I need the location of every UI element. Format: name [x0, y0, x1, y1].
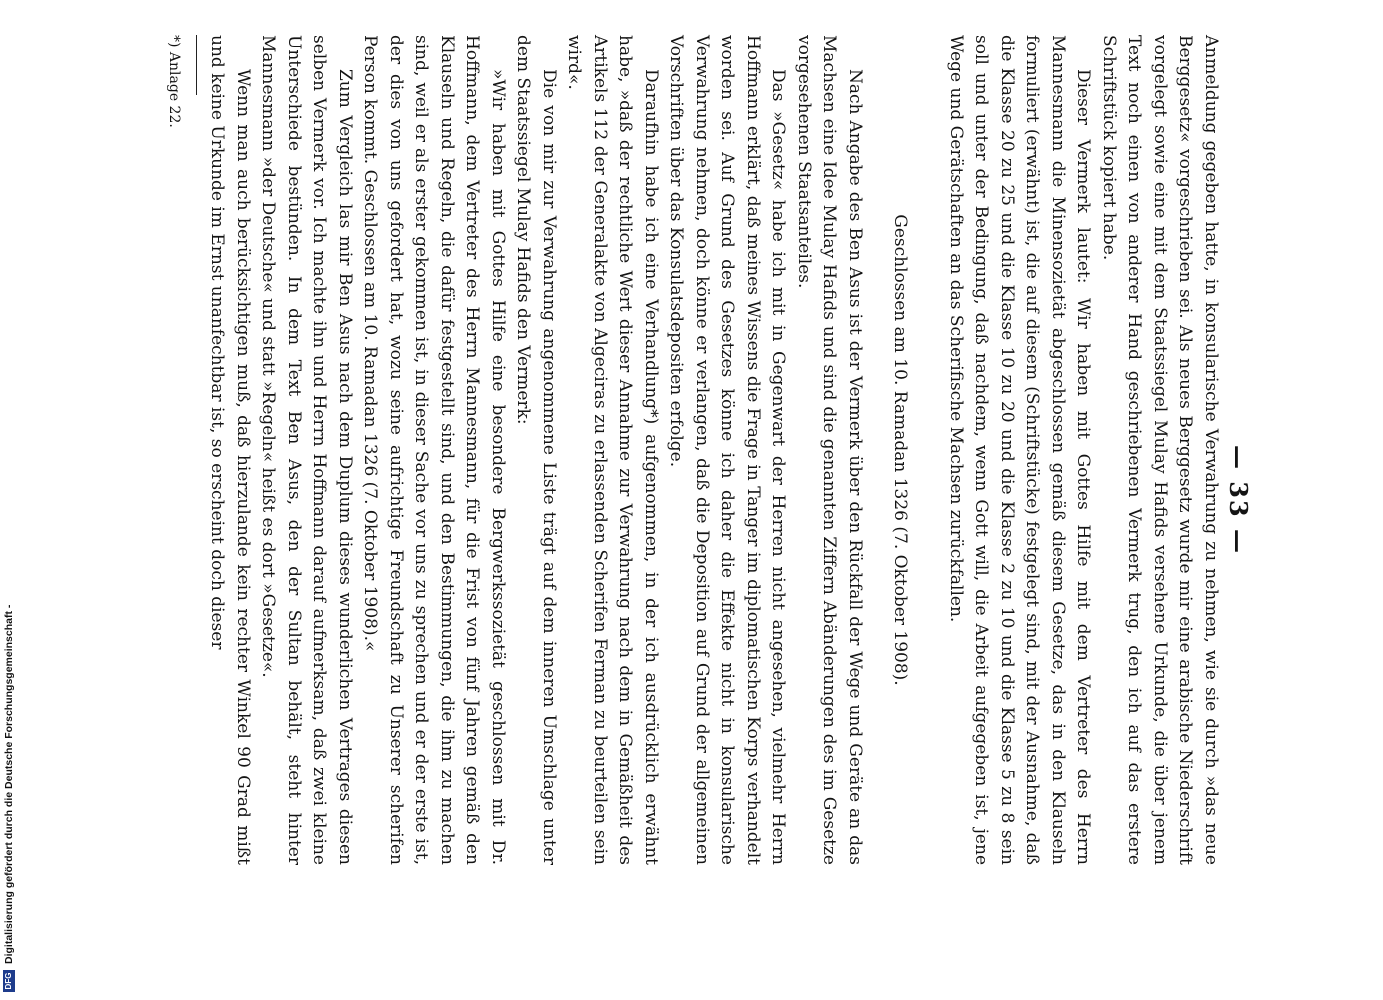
- footnote: *) Anlage 22.: [166, 35, 182, 128]
- paragraph: Daraufhin habe ich eine Verhandlung*) aufgenommen, in der ich ausdrücklich erwähnt habe, »daß der rechtliche Wert dieser Annahme zur Verwahrung nach dem in Gemäßheit des Artikels 112 der Generalakte von Algeciras zu erlassenden Scherifen Ferman zu beurteilen sein wird«.: [564, 35, 661, 865]
- paragraph: »Wir haben mit Gottes Hilfe eine besondere Bergwerkssozietät geschlossen mit Dr. Hoffmann, dem Vertreter des Herrn Mannesmann, für die Frist von fünf Jahren gemäß den Klauseln und Regeln, die dafür festgestellt sind, und den Bestimmungen, die ihm zu machen sind, weil er als erster gekommen ist, in dieser Sache vor uns zu sprechen und er der erste ist, der dies von uns gefordert hat, wozu seine aufrichtige Freundschaft zu Unserer scherifen Person kommt. Geschlossen am 10. Ramadan 1326 (7. Oktober 1908).«: [360, 35, 508, 865]
- paragraph: Anmeldung gegeben hatte, in konsularische Verwahrung zu nehmen, wie sie durch »das neue Berggesetz« vorgeschrieben sei. Als neues Berggesetz wurde mir eine arabische Niederschrift vorgelegt sowie eine mit dem Staatssiegel Mulay Hafids versehene Urkunde, die über jenem Text noch einen von anderer Hand geschriebenen Vermerk trug, den ich auf das erstere Schriftstück kopiert habe.: [1099, 35, 1221, 865]
- digitization-note: [2, 0, 16, 1000]
- paragraph: Nach Angabe des Ben Asus ist der Vermerk über den Rückfall der Wege und Geräte an das Machsen eine Idee Mulay Hafids und sind die genannten Ziffern Abänderungen des im Gesetze vorgesehenen Staatsanteiles.: [794, 35, 865, 865]
- page-number: — 33 —: [1224, 444, 1253, 556]
- paragraph: Die von mir zur Verwahrung angenommene Liste trägt auf dem inneren Umschlage unter dem Staatssiegel Mulay Hafids den Vermerk:: [513, 35, 559, 865]
- date-line: Geschlossen am 10. Ramadan 1326 (7. Oktober 1908).: [890, 214, 911, 686]
- paragraph: Dieser Vermerk lautet: Wir haben mit Gottes Hilfe mit dem Vertreter des Herrn Mannesmann die Minensozietät abgeschlossen gemäß diesem Gesetze, das in den Klauseln formuliert (erwähnt) ist, die auf diesem (Schriftstücke) festgelegt sind, mit der Ausnahme, daß die Klasse 20 zu 25 und die Klasse 10 zu 20 und die Klasse 2 zu 10 und die Klasse 5 zu 8 sein soll und unter der Bedingung, daß nachdem, wenn Gott will, die Arbeit aufgegeben ist, jene Wege und Gerätschaften an das Scherifische Machsen zurückfallen.: [946, 35, 1094, 865]
- document-body: [204, 35, 1223, 865]
- paragraph: Das »Gesetz« habe ich mit in Gegenwart der Herren nicht angesehen, vielmehr Herrn Hoffmann erklärt, daß meines Wissens die Frage in Tanger im diplomatischen Korps verhandelt worden sei. Auf Grund des Gesetzes könne ich daher die Effekte nicht in konsularische Verwahrung nehmen, doch könne er verlangen, daß die Deposition auf Grund der allgemeinen Vorschriften über das Konsulatsdepositen erfolge.: [666, 35, 789, 865]
- digitization-note-text: Digitalisierung gefördert durch die Deutsche Forschungsgemeinschaft -: [3, 604, 15, 964]
- paragraph: Wenn man auch berücksichtigen muß, daß hierzulande kein rechter Winkel 90 Grad mißt und keine Urkunde im Ernst unanfechtbar ist, so erscheint doch dieser: [207, 35, 253, 865]
- paragraph: Zum Vergleich las mir Ben Asus nach dem Duplum dieses wunderlichen Vertrages diesen selben Vermerk vor. Ich machte ihn und Herrn Hoffmann darauf aufmerksam, daß zwei kleine Unterschiede bestünden. In dem Text Ben Asus, den der Sultan behält, steht hinter Mannesmann »der Deutsche« und statt »Regeln« heißt es dort »Gesetze«.: [258, 35, 355, 865]
- dfg-logo: DFG: [3, 970, 15, 992]
- footnote-divider: [196, 35, 197, 95]
